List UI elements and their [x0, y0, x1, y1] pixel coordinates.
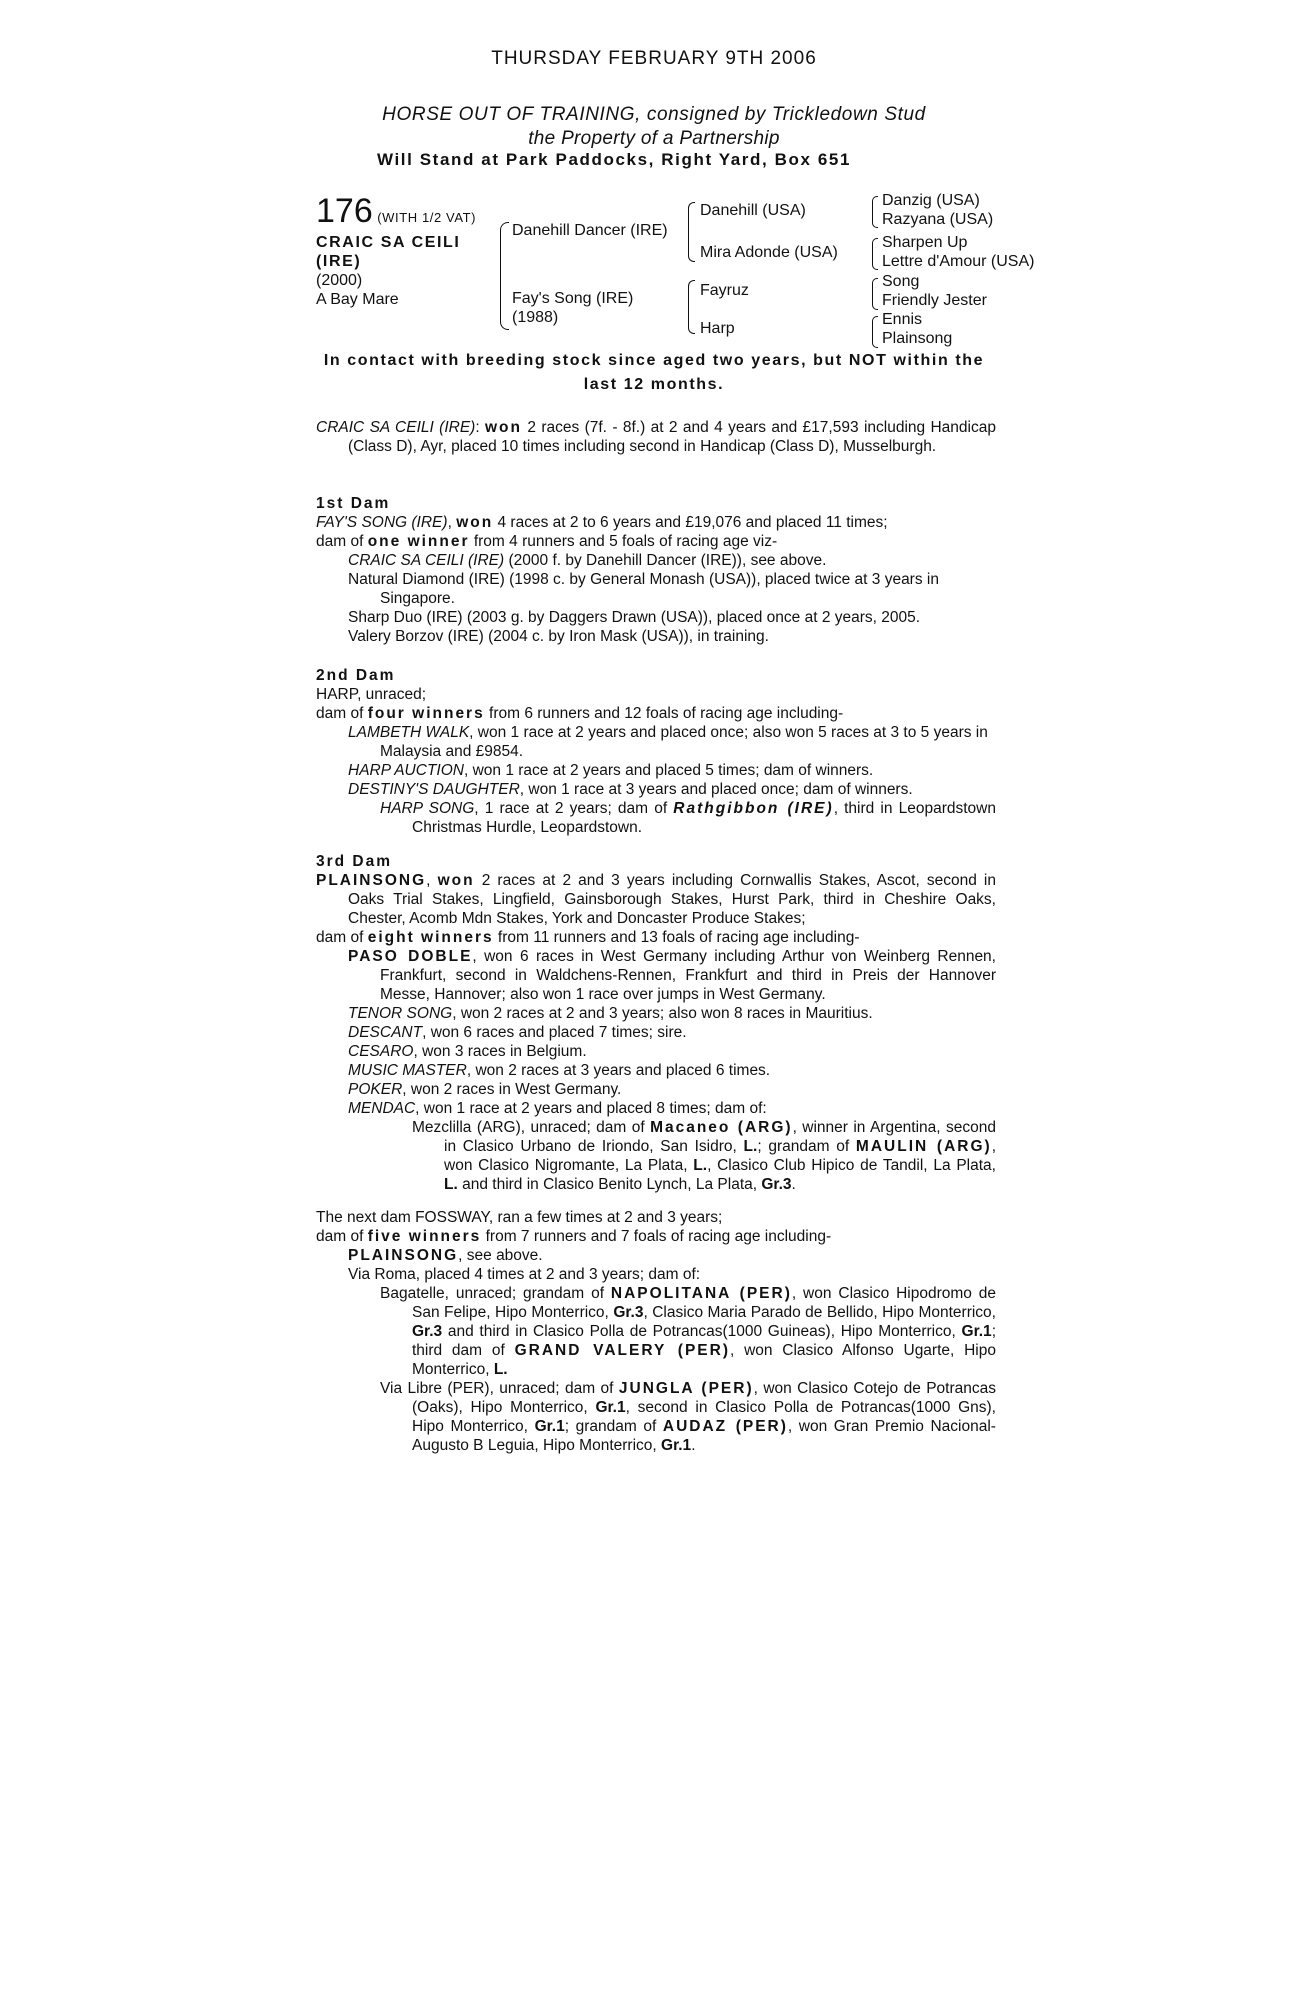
third-dam-o6-text: , won 2 races in West Germany. [402, 1081, 622, 1098]
v-d: Gr.1 [595, 1399, 626, 1416]
third-dam-o7-text: , won 1 race at 2 years and placed 8 times; dam of: [415, 1100, 767, 1117]
first-dam-offspring1-name: CRAIC SA CEILI (IRE) [348, 552, 505, 569]
dam-dam-sire: Ennis [882, 311, 923, 328]
pedigree-brace-sd [872, 238, 878, 270]
b-k: , won Clasico Alfonso Ugarte, Hipo Monterrico, [412, 1342, 996, 1378]
contact-note-line1: In contact with breeding stock since aged two years, but NOT within the [323, 352, 985, 369]
lot-location: Will Stand at Park Paddocks, Right Yard, Box 651 [376, 150, 852, 169]
third-dam-won: won [437, 872, 475, 889]
second-dam-o1-text: , won 1 race at 2 years and placed once; also won 5 races at 3 to 5 years in Malaysia and £9854. [380, 724, 988, 760]
b-h: Gr.1 [961, 1323, 992, 1340]
third-dam-o4-text: , won 3 races in Belgium. [413, 1043, 587, 1060]
pedigree-brace-main [500, 222, 509, 330]
dam: Fay's Song (IRE) [512, 290, 634, 307]
g1-h: L. [693, 1157, 708, 1174]
g1-l: Gr.3 [761, 1176, 792, 1193]
dam-dam: Harp [700, 320, 735, 337]
horse-country: (IRE) [316, 253, 362, 270]
sire-dam: Mira Adonde (USA) [700, 244, 838, 261]
lot-number: 176 [316, 192, 373, 230]
b-e: , Clasico Maria Parado de Bellido, Hipo Monterrico, [643, 1304, 996, 1321]
first-dam-name: FAY'S SONG (IRE) [316, 514, 448, 531]
second-dam-runners: from 6 runners and 12 foals of racing age including- [489, 705, 844, 722]
b-l: L. [493, 1361, 508, 1378]
b-d: Gr.3 [613, 1304, 644, 1321]
g1-a: Mezclilla (ARG), unraced; dam of [412, 1119, 645, 1136]
second-dam-o4-bold: Rathgibbon (IRE) [673, 800, 834, 817]
third-dam-o7-name: MENDAC [348, 1100, 416, 1117]
sire-sire-sire: Danzig (USA) [882, 192, 980, 209]
third-dam-o5-text: , won 2 races at 3 years and placed 6 times. [466, 1062, 771, 1079]
second-dam-heading: 2nd Dam [316, 667, 396, 684]
sire-dam-sire: Sharpen Up [882, 234, 968, 251]
pedigree-brace-sire [688, 202, 695, 262]
v-g: ; grandam of [564, 1418, 657, 1435]
b-a: Bagatelle, unraced; grandam of [380, 1285, 605, 1302]
v-j: Gr.1 [661, 1437, 692, 1454]
second-dam-o4-text-b: , third in Leopardstown Christmas Hurdle, Leopardstown. [412, 800, 996, 836]
next-dam-o2: Via Roma, placed 4 times at 2 and 3 years; dam of: [348, 1266, 701, 1283]
sire-dam-dam: Lettre d'Amour (USA) [882, 253, 1035, 270]
third-dam-o3-text: , won 6 races and placed 7 times; sire. [422, 1024, 687, 1041]
sire-sire-dam: Razyana (USA) [882, 211, 994, 228]
third-dam-o5-name: MUSIC MASTER [348, 1062, 467, 1079]
g1-f: MAULIN (ARG) [855, 1138, 992, 1155]
dam-sire-dam: Friendly Jester [882, 292, 987, 309]
g1-k: and third in Clasico Benito Lynch, La Plata, [462, 1176, 758, 1193]
vat-note: (WITH 1/2 VAT) [377, 210, 477, 225]
b-c: , won Clasico Hipodromo de San Felipe, Hipo Monterrico, [412, 1285, 997, 1321]
second-dam-o3-text: , won 1 race at 3 years and placed once; dam of winners. [519, 781, 913, 798]
first-dam-heading: 1st Dam [316, 495, 391, 512]
first-dam-of: dam of [316, 533, 364, 550]
first-dam-won: won [456, 514, 494, 531]
dam-year: (1988) [512, 309, 559, 326]
dam-dam-dam: Plainsong [882, 330, 953, 347]
second-dam-o2-name: HARP AUCTION [348, 762, 464, 779]
first-dam-offspring2: Natural Diamond (IRE) (1998 c. by General Monash (USA)), placed twice at 3 years in Singapore. [348, 571, 939, 607]
third-dam-o1-text: , won 6 races in West Germany including Arthur von Weinberg Rennen, Frankfurt, second in Waldchens-Rennen, Frankfurt and third in Preis der Hannover Messe, Hannover; also won 1 race over jumps in West Germany. [380, 948, 996, 1003]
third-dam-section: 3rd Dam PLAINSONG, won 2 races at 2 and 3 years including Cornwallis Stakes, Ascot, second in Oaks Trial Stakes, Lingfield, Gainsborough Stakes, Hurst Park, third in Cheshire Oaks, Chester, Acomb Mdn Stakes, York and Doncaster Produce Stakes; dam of eight winners from 11 runners and 13 foals of racing age including- PASO DOBLE, won 6 races in West Germany including Arthur von Weinberg Rennen, Frankfurt, second in Waldchens-Rennen, Frankfurt and third in Preis der Hannover Messe, Hannover; also won 1 race over jumps in West Germany. TENOR SONG, won 2 races at 2 and 3 years; also won 8 races in Mauritius. DESCANT, won 6 races and placed 7 times; sire. CESARO, won 3 races in Belgium. MUSIC MASTER, won 2 races at 3 years and placed 6 times. POKER, won 2 races in West Germany. MENDAC, won 1 race at 2 years and placed 8 times; dam of: Mezclilla (ARG), unraced; dam of Macaneo (ARG), winner in Argentina, second in Clasico Urbano de Iriondo, San Isidro, L.; grandam of MAULIN (ARG), won Clasico Nigromante, La Plata, L., Clasico Club Hipico de Tandil, La Plata, L. and third in Clasico Benito Lynch, La Plata, Gr.3. [316, 853, 996, 1193]
third-dam-winners: eight winners [367, 929, 494, 946]
v-b: JUNGLA (PER) [618, 1380, 754, 1397]
b-j: GRAND VALERY (PER) [514, 1342, 730, 1359]
next-dam-line1: The next dam FOSSWAY, ran a few times at 2 and 3 years; [316, 1209, 723, 1226]
dam-sire: Fayruz [700, 282, 749, 299]
next-dam-winners: five winners [367, 1228, 482, 1245]
third-dam-runners: from 11 runners and 13 foals of racing age including- [497, 929, 860, 946]
third-dam-text: 2 races at 2 and 3 years including Cornwallis Stakes, Ascot, second in Oaks Trial Stakes, Lingfield, Gainsborough Stakes, Hurst Park, third in Cheshire Oaks, Chester, Acomb Mdn Stakes, York and Doncaster Produce Stakes; [348, 872, 996, 927]
second-dam-of: dam of [316, 705, 364, 722]
third-dam-o3-name: DESCANT [348, 1024, 423, 1041]
lot-property: the Property of a Partnership [528, 128, 780, 149]
record-horse-name: CRAIC SA CEILI (IRE) [316, 419, 476, 436]
next-dam-runners: from 7 runners and 7 foals of racing age including- [485, 1228, 832, 1245]
next-dam-o1-text: , see above. [458, 1247, 543, 1264]
b-i: ; third dam of [412, 1323, 996, 1359]
sale-date: THURSDAY FEBRUARY 9TH 2006 [491, 48, 817, 69]
b-b: NAPOLITANA (PER) [610, 1285, 792, 1302]
dam-sire-sire: Song [882, 273, 920, 290]
race-record: CRAIC SA CEILI (IRE): won 2 races (7f. - 8f.) at 2 and 4 years and £17,593 including Handicap (Class D), Ayr, placed 10 times including second in Handicap (Class D), Musselburgh. [316, 419, 996, 455]
second-dam-o3-name: DESTINY'S DAUGHTER [348, 781, 520, 798]
record-text: 2 races (7f. - 8f.) at 2 and 4 years and £17,593 including Handicap (Class D), Ayr, placed 10 times including second in Handicap (Class D), Musselburgh. [348, 419, 996, 455]
g1-g: , won Clasico Nigromante, La Plata, [444, 1138, 996, 1174]
v-e: , second in Clasico Polla de Potrancas(1000 Gns), Hipo Monterrico, [412, 1399, 996, 1435]
third-dam-o6-name: POKER [348, 1081, 403, 1098]
second-dam-o1-name: LAMBETH WALK [348, 724, 470, 741]
next-dam-section [316, 1208, 996, 1455]
g1-e: ; grandam of [757, 1138, 850, 1155]
lot-number-block [316, 192, 476, 231]
g1-c: , winner in Argentina, second in Clasico Urbano de Iriondo, San Isidro, [444, 1119, 996, 1155]
first-dam-offspring3: Sharp Duo (IRE) (2003 g. by Daggers Drawn (USA)), placed once at 2 years, 2005. [348, 609, 921, 626]
second-dam-name: HARP, unraced; [316, 686, 426, 703]
second-dam-o2-text: , won 1 race at 2 years and placed 5 times; dam of winners. [463, 762, 874, 779]
g1-b: Macaneo (ARG) [650, 1119, 793, 1136]
horse-name: CRAIC SA CEILI [316, 234, 461, 251]
lot-title: HORSE OUT OF TRAINING, consigned by Trickledown Stud [382, 104, 926, 125]
third-dam-o1-name: PASO DOBLE [348, 948, 473, 965]
b-f: Gr.3 [412, 1323, 443, 1340]
v-k: . [691, 1437, 696, 1454]
third-dam-name: PLAINSONG [316, 872, 427, 889]
v-i: , won Gran Premio Nacional-Augusto B Leguia, Hipo Monterrico, [412, 1418, 996, 1454]
horse-description: A Bay Mare [316, 291, 399, 308]
v-a: Via Libre (PER), unraced; dam of [380, 1380, 614, 1397]
record-won: won [485, 419, 522, 436]
g1-d: L. [743, 1138, 758, 1155]
first-dam-section: 1st Dam FAY'S SONG (IRE), won 4 races at 2 to 6 years and £19,076 and placed 11 times; dam of one winner from 4 runners and 5 foals of racing age viz- CRAIC SA CEILI (IRE) (2000 f. by Danehill Dancer (IRE)), see above. Natural Diamond (IRE) (1998 c. by General Monash (USA)), placed twice at 3 years in Singapore. Sharp Duo (IRE) (2003 g. by Daggers Drawn (USA)), placed once at 2 years, 2005. Valery Borzov (IRE) (2004 c. by Iron Mask (USA)), in training. [316, 494, 996, 646]
g1-i: , Clasico Club Hipico de Tandil, La Plata, [707, 1157, 996, 1174]
g1-m: . [791, 1176, 796, 1193]
pedigree-brace-ds [872, 278, 878, 310]
first-dam-runners: from 4 runners and 5 foals of racing age viz- [473, 533, 778, 550]
second-dam-o4-name: HARP SONG [380, 800, 475, 817]
sire: Danehill Dancer (IRE) [512, 222, 668, 239]
third-dam-of: dam of [316, 929, 364, 946]
pedigree-brace-ss [872, 196, 878, 228]
sire-sire: Danehill (USA) [700, 202, 806, 219]
horse-year: (2000) [316, 272, 363, 289]
second-dam-winners: four winners [367, 705, 485, 722]
first-dam-winners: one winner [367, 533, 470, 550]
third-dam-heading: 3rd Dam [316, 853, 393, 870]
pedigree-brace-dam [688, 280, 695, 334]
second-dam-o4-text-a: , 1 race at 2 years; dam of [474, 800, 668, 817]
v-f: Gr.1 [534, 1418, 565, 1435]
next-dam-of: dam of [316, 1228, 364, 1245]
v-c: , won Clasico Cotejo de Potrancas (Oaks), Hipo Monterrico, [412, 1380, 996, 1416]
first-dam-text: 4 races at 2 to 6 years and £19,076 and placed 11 times; [497, 514, 888, 531]
first-dam-offspring4: Valery Borzov (IRE) (2004 c. by Iron Mask (USA)), in training. [348, 628, 769, 645]
third-dam-o4-name: CESARO [348, 1043, 414, 1060]
b-g: and third in Clasico Polla de Potrancas(1000 Guineas), Hipo Monterrico, [447, 1323, 956, 1340]
next-dam-o1-name: PLAINSONG [348, 1247, 459, 1264]
first-dam-offspring1-text: (2000 f. by Danehill Dancer (IRE)), see above. [508, 552, 827, 569]
contact-note-line2: last 12 months. [583, 376, 725, 393]
third-dam-o2-name: TENOR SONG [348, 1005, 453, 1022]
pedigree-brace-dd [872, 316, 878, 348]
third-dam-o2-text: , won 2 races at 2 and 3 years; also won 8 races in Mauritius. [452, 1005, 873, 1022]
v-h: AUDAZ (PER) [662, 1418, 788, 1435]
second-dam-section [316, 666, 996, 837]
g1-j: L. [444, 1176, 458, 1193]
